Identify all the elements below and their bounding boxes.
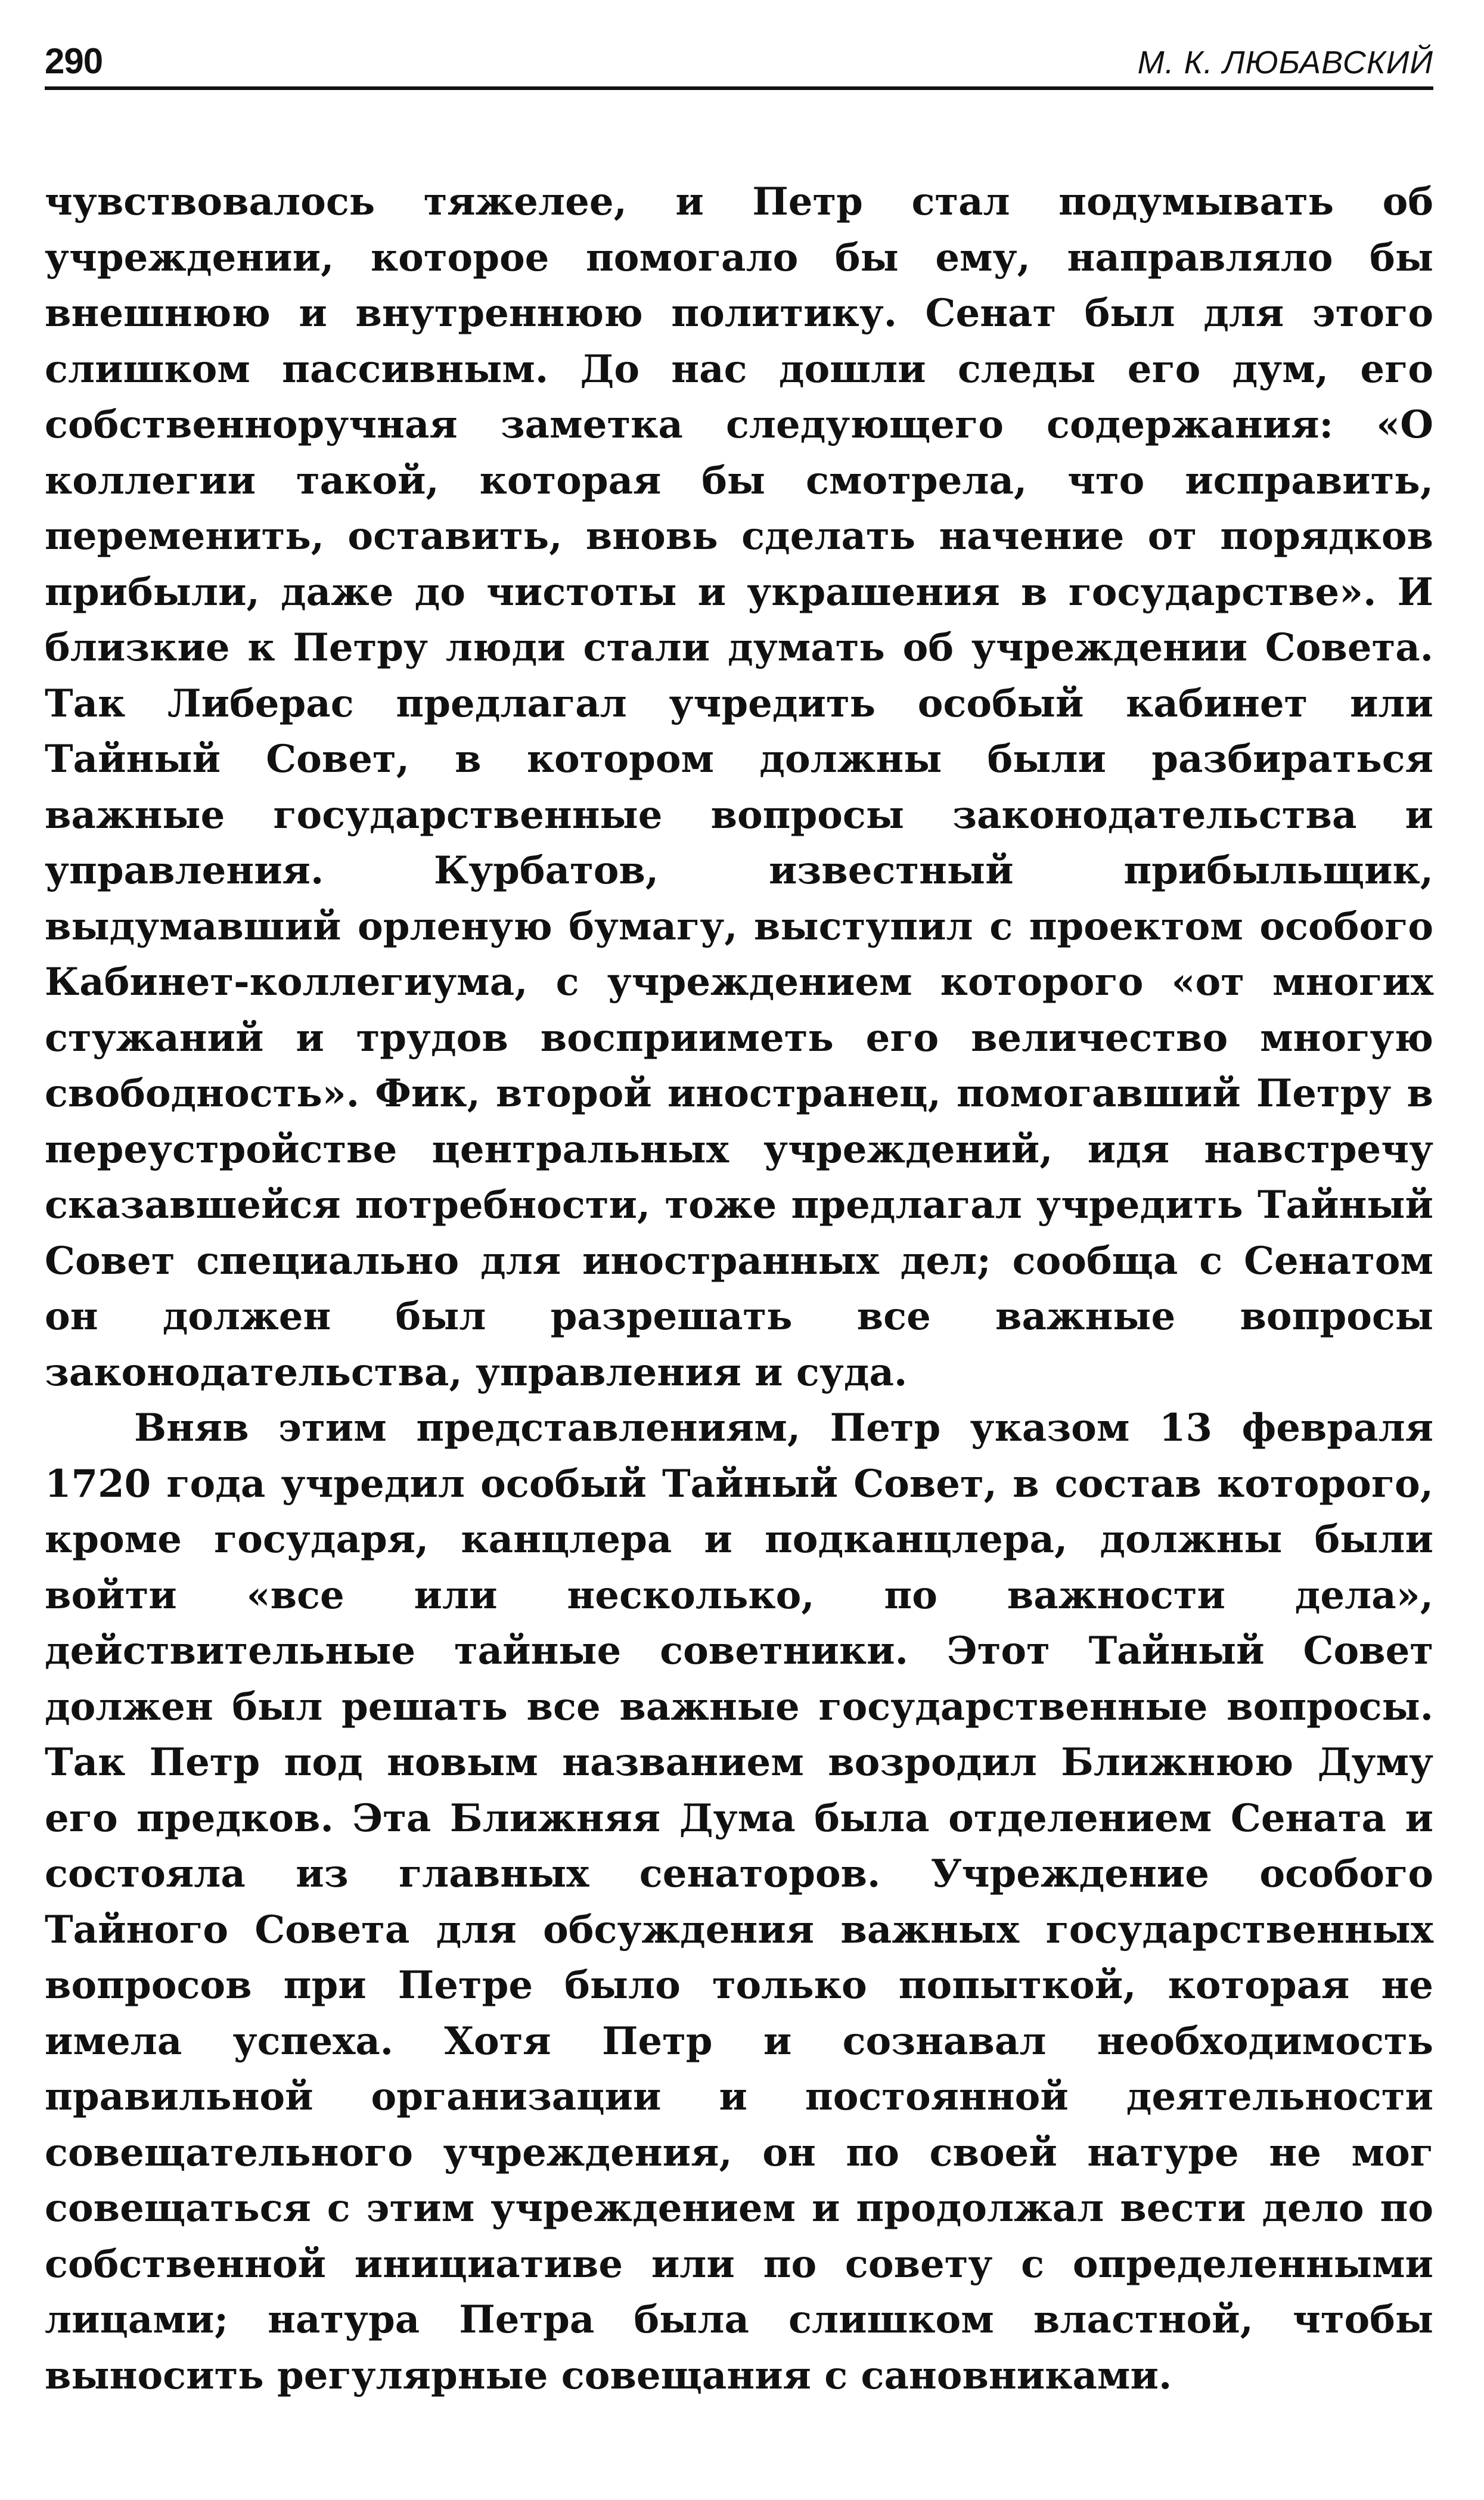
page-number: 290 [45, 41, 103, 81]
paragraph-1: чувствовалось тяжелее, и Петр стал подумывать об учреждении, которое помогало бы ему, направляло бы внешнюю и внутреннюю политику. Сенат был для этого слишком пассивным. До нас дошли следы его дум, его собственноручная заметка следующего содержания: «О коллегии такой, которая бы смотрела, что исправить, переменить, оставить, вновь сделать начение от порядков прибыли, даже до чистоты и украшения в государстве». И близкие к Петру люди стали думать об учреждении Совета. Так Либерас предлагал учредить особый кабинет или Тайный Совет, в котором должны были разбираться важные государственные вопросы законодательства и управления. Курбатов, известный прибыльщик, выдумавший орленую бумагу, выступил с проектом особого Кабинет-коллегиума, с учреждением которого «от многих стужаний и трудов восприиметь его величество многую свободность». Фик, второй иностранец, помогавший Петру в переустройстве центральных учреждений, идя навстречу сказавшейся потребности, тоже предлагал учредить Тайный Совет специально для иностранных дел; сообща с Сенатом он должен был разрешать все важные вопросы законодательства, управления и суда. [45, 179, 1433, 1395]
main-text [45, 174, 1433, 2403]
running-header [45, 36, 1433, 90]
paragraph-2: Вняв этим представлениям, Петр указом 13 февраля 1720 года учредил особый Тайный Совет, в состав которого, кроме государя, канцлера и подканцлера, должны были войти «все или несколько, по важности дела», действительные тайные советники. Этот Тайный Совет должен был решать все важные государственные вопросы. Так Петр под новым названием возродил Ближнюю Думу его предков. Эта Ближняя Дума была отделением Сената и состояла из главных сенаторов. Учреждение особого Тайного Совета для обсуждения важных государственных вопросов при Петре было только попыткой, которая не имела успеха. Хотя Петр и сознавал необходимость правильной организации и постоянной деятельности совещательного учреждения, он по своей натуре не мог совещаться с этим учреждением и продолжал вести дело по собственной инициативе или по совету с определенными лицами; натура Петра была слишком властной, чтобы выносить регулярные совещания с сановниками. [45, 1406, 1433, 2398]
running-title-author: М. К. ЛЮБАВСКИЙ [1137, 45, 1433, 80]
